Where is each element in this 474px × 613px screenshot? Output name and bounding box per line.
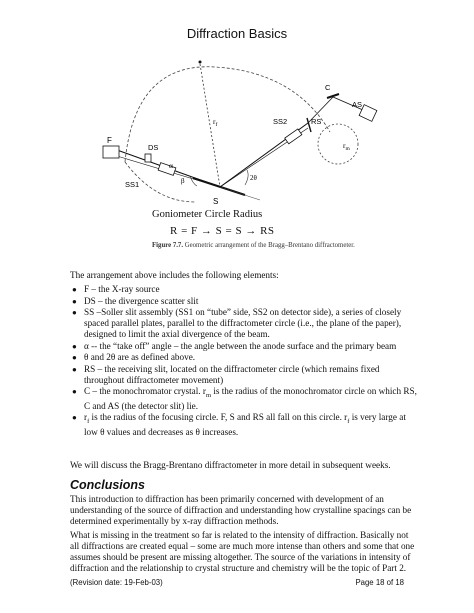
divergence-slit <box>145 154 151 162</box>
label-2theta: 2θ <box>250 174 257 182</box>
soller-slit-2 <box>285 129 302 144</box>
label-DS: DS <box>148 143 159 152</box>
label-C: C <box>325 83 331 92</box>
page-number: Page 18 of 18 <box>355 578 404 587</box>
figure-caption-text: Geometric arrangement of the Bragg–Brentano diffractometer. <box>184 242 355 249</box>
label-rm: $r_m$ <box>343 141 350 152</box>
monochromator-circle <box>318 124 358 164</box>
conclusions-paragraph-1: This introduction to diffraction has been primarily concerned with development of an understanding of the source of diffraction and understanding how crystalline spacings can be determined experimentally by x-ray diffraction methods. <box>70 494 412 526</box>
figure-circle-title: Goniometer Circle Radius <box>152 209 263 220</box>
label-AS: AS <box>352 100 363 109</box>
list-item: ● $r_f$ is the radius of the focusing circle. F, S and RS all fall on this circle. $r_f$ is very large at low θ values and decreases as θ increases. <box>72 412 406 438</box>
soller-slit-1 <box>158 163 176 176</box>
closing-paragraph: We will discuss the Bragg-Brentano diffractometer in more detail in subsequent weeks. <box>70 460 391 470</box>
list-item: ● θ and 2θ are as defined above. <box>72 352 196 362</box>
page-title: Diffraction Basics <box>186 26 288 41</box>
label-F: F <box>107 136 112 145</box>
element-list <box>70 284 420 439</box>
list-item: ● F – the X-ray source <box>72 284 160 294</box>
revision-date: (Revision date: 19-Feb-03) <box>70 578 163 587</box>
intro-paragraph: The arrangement above includes the following elements: <box>70 270 279 280</box>
list-item: ● RS – the receiving slit, located on the diffractometer circle (which remains fixed throughout diffractometer movement) <box>72 363 380 385</box>
xray-source <box>103 146 119 158</box>
label-SS2: SS2 <box>273 117 288 126</box>
label-rf: $r_f$ <box>213 117 218 128</box>
figure-caption-label: Figure 7.7. <box>152 242 184 249</box>
label-SS1: SS1 <box>125 180 140 189</box>
list-item: ● α -- the “take off” angle – the angle between the anode surface and the primary beam <box>72 340 397 351</box>
conclusions-heading: Conclusions <box>70 478 146 492</box>
figure-caption <box>152 242 355 249</box>
label-S: S <box>213 197 219 206</box>
conclusions-paragraph-2: What is missing in the treatment so far is related to the intensity of diffraction. Basically not all diffractions are created equal – some are much more intense than others and some that one assumes should be present are missing altogether. The source of the variations in intensity of diffraction and the relationship to crystal structure and chemistry will be the topic of Part 2. <box>70 530 415 573</box>
list-item: ● DS – the divergence scatter slit <box>72 295 199 306</box>
label-beta: β <box>181 177 185 185</box>
label-alpha: α <box>169 161 173 170</box>
list-item: ● C – the monochromator crystal. $r_m$ is the radius of the monochromator circle on which RS, C and AS (the detector slit) lie. <box>72 386 417 411</box>
label-RS: RS <box>311 117 322 126</box>
figure-equation: R = F → S = S → RS <box>170 225 275 237</box>
list-item: ● SS –Soller slit assembly (SS1 on “tube” side, SS2 on detector side), a series of closely spaced parallel plates, parallel to the diffractometer circle (i.e., the plane of the paper), designed to limit the axial divergence of the beam. <box>72 307 402 339</box>
